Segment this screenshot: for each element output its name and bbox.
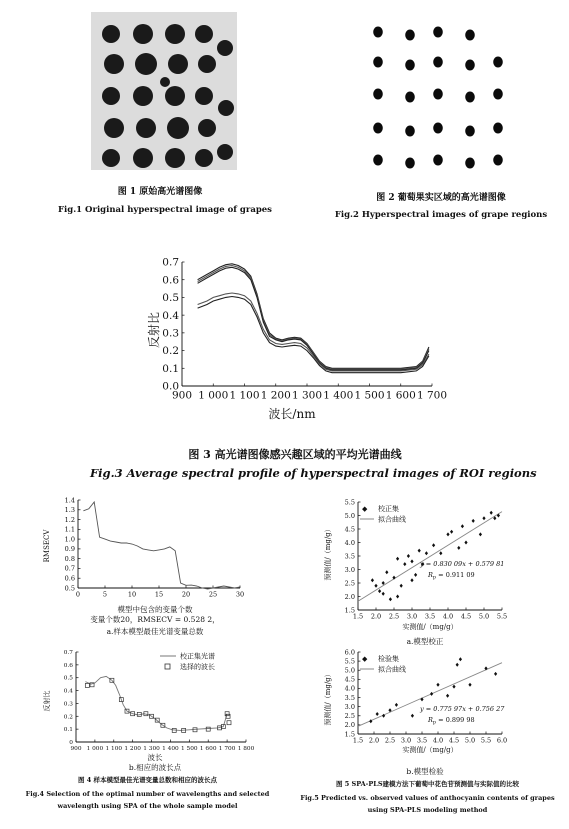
fig5a-point [446,532,449,536]
fig3-x-tick-label: 900 [171,389,193,402]
fig5a-point [407,554,410,558]
fig5b-point [459,657,462,661]
fig4a-x-tick-label: 0 [75,590,81,599]
fig5a-point [385,570,388,574]
fig5a-legend [360,504,406,524]
fig4b-subcaption: b.相应的波长点 [128,763,182,772]
fig5b-equation: y = 0.775 97x + 0.756 27 [420,705,505,713]
fig2-caption-en: Fig.2 Hyperspectral images of grape regions [334,210,548,220]
fig4a-subcaption: a.样本模型最佳光谱变量总数 [106,627,204,636]
fig5a-point [490,511,493,515]
grape-berry [167,117,189,139]
fig5a-point [374,584,377,588]
fig4b-x-tick-label: 1 800 [237,745,255,752]
fig5a-point [403,562,406,566]
grape-berry [465,126,475,137]
fig5a-legend-fit: 拟合曲线 [378,515,406,524]
fig5a-point [400,584,403,588]
fig5b-point [395,703,398,707]
fig5a-point [389,597,392,601]
fig3-caption-cn: 图 3 高光谱图像感兴趣区域的平均光谱曲线 [188,448,402,461]
fig5b-y-tick-label: 1.5 [344,730,355,739]
fig5b-x-tick-label: 1.5 [352,736,364,745]
grape-berry [465,30,475,41]
fig4b-legend-selected: 选择的波长 [180,663,215,671]
grape-berry [104,54,124,74]
fig5a-y-tick-label: 3.0 [344,565,355,574]
fig4a-y-tick-label: 1.4 [64,496,75,505]
grape-berry [133,24,153,44]
fig4a-x-tick-label: 25 [208,590,218,599]
fig4a-y-tick-label: 1.3 [64,506,75,515]
fig5a-point [382,592,385,596]
grape-berry [465,158,475,169]
fig5b-x-tick-label: 2.0 [368,736,380,745]
fig4-caption-en-1: Fig.4 Selection of the optimal number of wavelengths and selected [25,790,270,798]
grape-berry [373,89,383,100]
fig4b-x-tick-label: 1 700 [218,745,236,752]
fig4b-x-tick-label: 1 200 [124,745,141,752]
grape-berry [104,118,124,138]
fig5a-point [378,589,381,593]
fig4b-y-tick-label: 0.2 [63,714,73,721]
grape-berry [493,89,503,100]
fig5a-xlabel: 实测值/（mg/g） [402,623,458,631]
fig3-y-tick-label: 0.4 [162,309,179,322]
fig3-y-tick-label: 0.0 [162,380,179,393]
fig5a-point [472,519,475,523]
fig5b-x-tick-label: 5.0 [464,736,476,745]
fig2-caption-cn: 图 2 葡萄果实区域的高光谱图像 [376,193,506,203]
fig4b-y-tick-label: 0.7 [63,650,73,657]
fig4b-x-tick-label: 1 000 [86,745,104,752]
fig4b-x-tick-label: 1 400 [162,745,179,752]
fig4a-rmsecv-line [83,502,240,589]
grape-berry [493,57,503,68]
fig1-image [91,12,237,170]
fig5-caption-en-2: using SPA-PLS modeling method [367,806,488,814]
fig5a-x-tick-label: 5.5 [496,612,508,621]
fig3-y-tick-label: 0.7 [162,256,179,269]
grape-berry [136,118,156,138]
grape-berry [168,54,188,74]
fig5a-point [425,551,428,555]
fig5a-legend-marker: ◆ [362,505,368,513]
grape-berry [433,155,443,166]
grape-berry [133,148,153,168]
fig4a-y-tick-label: 0.6 [64,574,75,583]
fig5b-y-tick-label: 5.5 [344,657,355,666]
fig3-series-line [198,297,429,373]
fig5b-y-tick-label: 6.0 [344,648,355,657]
grape-berry [433,89,443,100]
fig5b-x-tick-label: 2.5 [384,736,396,745]
fig4b-x-tick-label: 1 600 [199,745,217,752]
grape-berry [373,155,383,166]
fig5a-subcaption: a.模型校正 [406,637,444,646]
fig5a-y-tick-label: 5.5 [344,498,355,507]
fig5a-x-tick-label: 3.5 [424,612,436,621]
fig5a-point [439,551,442,555]
fig5a-ylabel: 预测值/（mg/g） [324,525,332,581]
grape-berry [160,77,170,87]
grape-berry [102,25,120,43]
fig5b-y-tick-label: 4.0 [344,684,355,693]
fig3-y-tick-label: 0.2 [162,345,179,358]
fig1-grape-grid [91,12,237,170]
fig3-caption-en: Fig.3 Average spectral profile of hyperspectral images of ROI regions [90,466,537,480]
fig5a-x-tick-label: 3.0 [406,612,418,621]
fig4a-x-tick-label: 15 [154,590,164,599]
fig3-x-tick-label: 1 700 [416,389,448,402]
fig5a-point [479,532,482,536]
fig5b-point [468,683,471,687]
fig5b-y-tick-label: 5.0 [344,666,355,675]
fig4a-x-tick-label: 20 [181,590,191,599]
fig5b-x-tick-label: 5.5 [480,736,492,745]
fig4b-xlabel: 波长 [147,753,163,762]
fig4b-x-tick-label: 1 100 [105,745,123,752]
fig4-caption-en-2: wavelength using SPA of the whole sample model [57,802,238,810]
fig5b-point [436,683,439,687]
fig5b-point [494,672,497,676]
fig5a-x-tick-label: 4.0 [442,612,454,621]
fig4b-y-tick-label: 0.3 [63,701,73,708]
fig5a-point [450,530,453,534]
fig5a-point [396,595,399,599]
fig5a-y-tick-label: 4.0 [344,538,355,547]
fig4b-y-tick-label: 0.5 [63,675,73,682]
grape-berry [433,27,443,38]
fig5a-x-tick-label: 2.0 [370,612,382,621]
fig5b-point [446,694,449,698]
grape-berry [373,27,383,38]
fig4b-selected-marker [206,727,210,731]
fig3-chart [140,252,448,427]
grape-berry [217,40,233,56]
fig3-x-tick-label: 1 000 [198,389,229,402]
grape-berry [405,158,415,169]
fig4a-x-tick-label: 10 [127,590,137,599]
fig4a-y-tick-label: 1.2 [64,515,75,524]
fig5b-y-tick-label: 3.0 [344,702,355,711]
fig5a-point [457,546,460,550]
fig4a-y-tick-label: 0.7 [64,564,75,573]
fig4b-selected-marker [85,683,89,687]
fig5b-legend-points: 检验集 [378,655,399,663]
fig4b-y-tick-label: 0 [69,740,73,747]
fig5a-equation: y = 0.830 09x + 0.579 81 [420,560,505,568]
fig3-x-tick-label: 1 200 [260,389,291,402]
fig5b-y-tick-label: 3.5 [344,693,355,702]
fig5a-y-tick-label: 3.5 [344,552,355,561]
fig5a-point [371,578,374,582]
grape-berry [405,30,415,41]
grape-berry [217,144,233,160]
fig5b-y-tick-label: 4.5 [344,675,355,684]
fig5b-chart [320,648,520,768]
fig4a-x-tick-label: 30 [235,590,245,599]
fig4a-summary: 变量个数20，RMSECV = 0.528 2， [90,615,220,624]
fig4a-y-tick-label: 0.5 [64,584,75,593]
grape-berry [373,123,383,134]
fig4b-x-tick-label: 1 500 [181,745,198,752]
fig4a-y-tick-label: 0.9 [64,545,75,554]
grape-berry [405,126,415,137]
grape-berry [493,155,503,166]
fig5a-point [396,557,399,561]
fig3-x-tick-label: 1 400 [323,389,354,402]
grape-berry [165,148,185,168]
fig3-y-tick-label: 0.6 [162,274,179,287]
fig4b-legend-spectrum: 校正集光谱 [180,652,215,661]
fig3-ylabel: 反射比 [147,311,161,349]
grape-berry [373,57,383,68]
fig5a-y-tick-label: 1.5 [344,606,355,615]
fig4a-x-tick-label: 5 [102,590,108,599]
fig5b-legend-marker: ◆ [362,655,368,663]
fig3-x-tick-label: 1 100 [229,389,260,402]
fig5a-y-tick-label: 4.5 [344,525,355,534]
grape-berry [133,86,153,106]
fig1-caption-cn: 图 1 原始高光谱图像 [117,187,203,197]
fig5b-legend [360,654,406,674]
grape-berry [198,55,216,73]
fig5-caption-cn: 图 5 SPA-PLS建模方法下葡萄中花色苷预测值与实际值的比较 [335,780,520,788]
fig4b-legend [160,652,215,672]
grape-berry [465,60,475,71]
fig5a-point [418,549,421,553]
fig4b-y-tick-label: 0.6 [63,662,73,669]
fig5b-point [452,685,455,689]
fig4a-chart [40,494,250,604]
grape-berry [195,87,213,105]
grape-berry [165,24,185,44]
fig5a-point [432,543,435,547]
grape-berry [102,87,120,105]
fig4b-ylabel: 反射比 [43,690,51,712]
fig3-y-tick-label: 0.1 [162,362,179,375]
fig5b-y-tick-label: 2.5 [344,712,355,721]
fig4a-xlabel: 模型中包含的变量个数 [117,605,193,614]
grape-berry [135,53,157,75]
grape-berry [405,60,415,71]
fig5b-x-tick-label: 3.5 [416,736,428,745]
grape-berry [405,92,415,103]
fig5b-x-tick-label: 6.0 [496,736,508,745]
fig4b-y-tick-label: 0.4 [63,688,73,695]
fig4a-ylabel: RMSECV [43,529,51,563]
grape-berry [433,123,443,134]
fig3-series-line [198,267,429,370]
fig3-x-tick-label: 1 500 [354,389,385,402]
fig5a-point [464,541,467,545]
fig5b-y-tick-label: 2.0 [344,721,355,730]
fig5a-y-tick-label: 5.0 [344,511,355,520]
grape-berry [195,25,213,43]
grape-berry [493,123,503,134]
fig5a-chart [320,498,520,633]
grape-berry [465,92,475,103]
fig5b-point [376,712,379,716]
fig4b-x-tick-label: 900 [70,745,82,752]
grape-berry [165,86,185,106]
fig3-x-tick-label: 1 600 [385,389,416,402]
fig5b-ylabel: 预测值/（mg/g） [324,670,332,726]
fig4a-y-tick-label: 1.1 [64,525,75,534]
fig5a-point [414,573,417,577]
fig3-y-tick-label: 0.3 [162,327,179,340]
fig5a-x-tick-label: 4.5 [460,612,472,621]
fig5a-y-tick-label: 2.0 [344,592,355,601]
fig5a-point [410,578,413,582]
fig5a-point [410,559,413,563]
fig5b-legend-fit: 拟合曲线 [378,665,406,674]
fig5-caption-en-1: Fig.5 Predicted vs. observed values of anthocyanin contents of grapes [300,794,555,802]
fig5a-point [482,516,485,520]
grape-berry [195,149,213,167]
fig3-series-line [198,293,429,371]
grape-berry [198,119,216,137]
fig5b-x-tick-label: 4.5 [448,736,460,745]
fig5b-point [411,714,414,718]
fig5b-subcaption: b.模型检验 [406,767,444,776]
fig5a-x-tick-label: 5.0 [478,612,490,621]
grape-berry [218,100,234,116]
fig5b-point [456,663,459,667]
fig4b-chart [40,646,255,756]
grape-berry [102,149,120,167]
fig4b-selected-marker [227,721,231,725]
fig4-caption-cn: 图 4 样本模型最佳光谱变量总数和相应的波长点 [77,776,218,784]
fig5a-x-tick-label: 2.5 [388,612,400,621]
fig3-xlabel: 波长/nm [268,407,316,421]
fig2-image [366,18,516,178]
fig4a-y-tick-label: 0.8 [64,554,75,563]
fig3-x-tick-label: 1 300 [291,389,323,402]
fig5b-r: $R_p = 0.899$ 98 [428,716,475,726]
fig5b-xlabel: 实测值/（mg/g） [402,746,458,754]
fig5b-point [430,692,433,696]
fig5a-point [461,524,464,528]
fig1-caption-en: Fig.1 Original hyperspectral image of grapes [58,205,272,215]
fig4b-x-tick-label: 1 300 [143,745,160,752]
fig3-y-tick-label: 0.5 [162,292,179,305]
fig5b-x-tick-label: 3.0 [400,736,412,745]
fig5a-legend-points: 校正集 [378,505,399,513]
fig5a-fit-line [358,512,505,602]
fig5a-x-tick-label: 1.5 [352,612,364,621]
fig5a-r: $R_p = 0.911$ 09 [428,571,475,581]
fig4a-y-tick-label: 1.0 [64,535,75,544]
fig4b-y-tick-label: 0.1 [63,727,73,734]
fig2-grape-grid [366,18,516,178]
grape-berry [433,57,443,68]
fig5a-y-tick-label: 2.5 [344,579,355,588]
fig5b-x-tick-label: 4.0 [432,736,444,745]
